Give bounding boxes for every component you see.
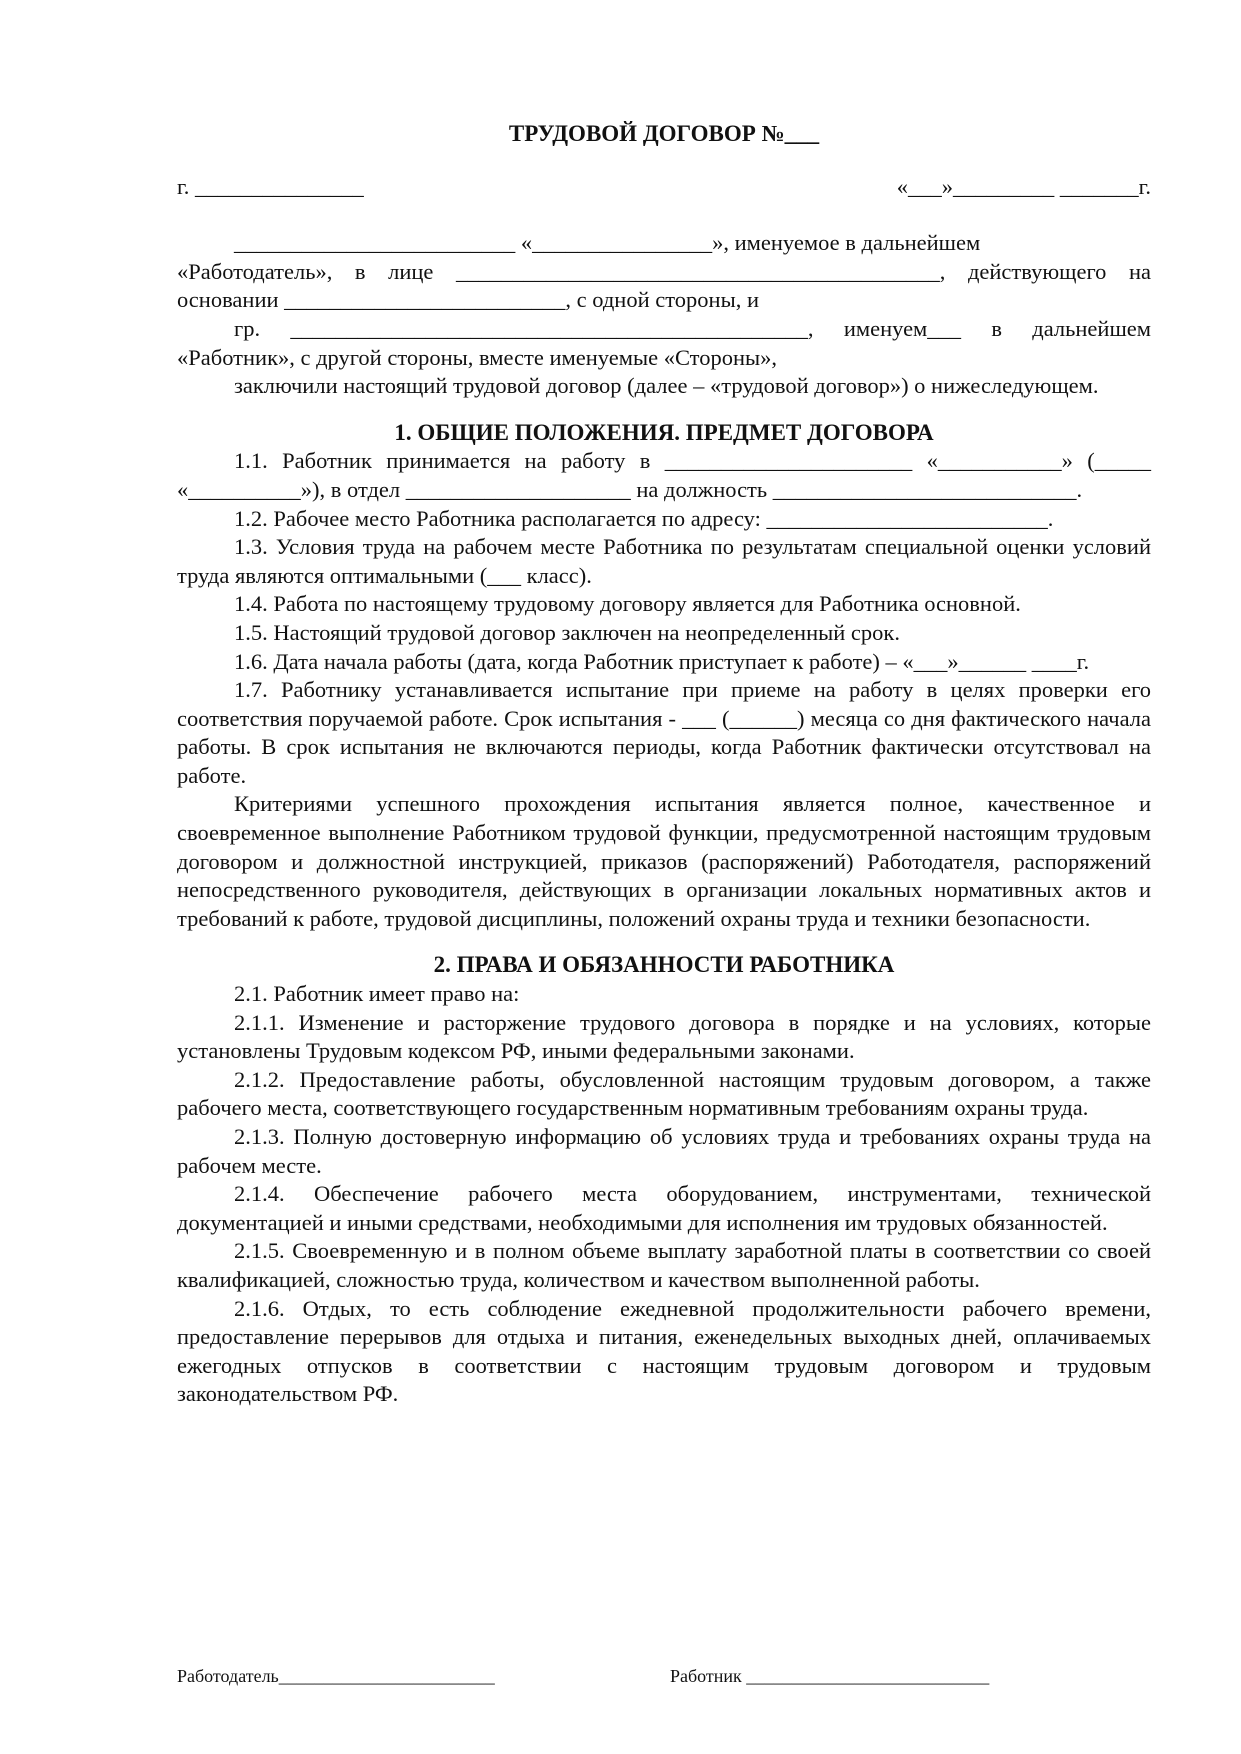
intro-line-1: _________________________ «________________», именуемое в дальнейшем bbox=[234, 230, 981, 256]
clause-2-1: 2.1. Работник имеет право на: bbox=[234, 981, 520, 1007]
clause-1-5: 1.5. Настоящий трудовой договор заключен на неопределенный срок. bbox=[234, 619, 900, 645]
clause-1-2: 1.2. Рабочее место Работника располагается по адресу: _________________________. bbox=[234, 505, 1054, 531]
clause-2-1-4: 2.1.4. Обеспечение рабочего места оборудованием, инструментами, технической документацией и иными средствами, необходимыми для исполнения им трудовых обязанностей. bbox=[177, 1181, 1151, 1235]
clause-1-1: 1.1. Работник принимается на работу в ______________________ «___________» (_____ «__________»), в отдел ____________________ на должность ___________________________. bbox=[177, 448, 1151, 502]
probation-criteria-paragraph: Критериями успешного прохождения испытания является полное, качественное и своевременное выполнение Работником трудовой функции, предусмотренной настоящим трудовым договором и должностной инструкцией, приказов (распоряжений) Работодателя, распоряжений непосредственного руководителя, действующих в организации локальных нормативных актов и требований к работе, трудовой дисциплины, положений охраны труда и техники безопасности. bbox=[177, 791, 1151, 931]
clause-2-1-2: 2.1.2. Предоставление работы, обусловленной настоящим трудовым договором, а также рабочего места, соответствующего государственным нормативным требованиям охраны труда. bbox=[177, 1066, 1151, 1121]
place-date-row bbox=[177, 173, 1151, 202]
document-body bbox=[177, 120, 1151, 1409]
section-2-heading: 2. ПРАВА И ОБЯЗАННОСТИ РАБОТНИКА bbox=[433, 952, 895, 978]
city-field: г. _______________ bbox=[177, 173, 364, 199]
clause-2-1-5: 2.1.5. Своевременную и в полном объеме выплату заработной платы в соответствии со своей квалификацией, сложностью труда, количеством и качеством выполненной работы. bbox=[177, 1238, 1151, 1292]
document-title: ТРУДОВОЙ ДОГОВОР №___ bbox=[508, 121, 820, 146]
clause-2-1-6: 2.1.6. Отдых, то есть соблюдение ежедневной продолжительности рабочего времени, предоставление перерывов для отдыха и питания, еженедельных выходных дней, оплачиваемых ежегодных отпусков в соответствии с настоящим трудовым договором и трудовым законодательством РФ. bbox=[177, 1295, 1151, 1407]
employer-signature-line: Работодатель________________________ bbox=[177, 1666, 495, 1686]
employee-signature-line: Работник ___________________________ bbox=[670, 1666, 990, 1686]
clause-1-3: 1.3. Условия труда на рабочем месте Работника по результатам специальной оценки условий труда являются оптимальными (___ класс). bbox=[177, 534, 1151, 588]
date-field: «___»_________ _______г. bbox=[896, 173, 1151, 199]
spacer bbox=[177, 933, 1151, 951]
intro-employer-paragraph: «Работодатель», в лице ___________________________________________, действующего на основании _________________________, с одной стороны, и bbox=[177, 258, 1151, 313]
section-1-heading: 1. ОБЩИЕ ПОЛОЖЕНИЯ. ПРЕДМЕТ ДОГОВОРА bbox=[394, 419, 934, 445]
intro-employee-paragraph: гр. ______________________________________________, именуем___ в дальнейшем «Работник», с другой стороны, вместе именуемые «Стороны», bbox=[177, 315, 1151, 370]
spacer bbox=[177, 401, 1151, 419]
clause-2-1-3: 2.1.3. Полную достоверную информацию об условиях труда и требованиях охраны труда на рабочем месте. bbox=[177, 1124, 1151, 1178]
signature-footer bbox=[177, 1662, 1077, 1691]
clause-1-6: 1.6. Дата начала работы (дата, когда Работник приступает к работе) – «___»______ ____г. bbox=[234, 648, 1090, 674]
clause-1-7: 1.7. Работнику устанавливается испытание при приеме на работу в целях проверки его соответствия поручаемой работе. Срок испытания - ___ (______) месяца со дня фактического начала работы. В срок испытания не включаются периоды, когда Работник фактически отсутствовал на работе. bbox=[177, 677, 1151, 788]
clause-2-1-1: 2.1.1. Изменение и расторжение трудового договора в порядке и на условиях, которые установлены Трудовым кодексом РФ, иными федеральными законами. bbox=[177, 1009, 1151, 1064]
clause-1-4: 1.4. Работа по настоящему трудовому договору является для Работника основной. bbox=[234, 591, 1021, 617]
intro-agreement-paragraph: заключили настоящий трудовой договор (далее – «трудовой договор») о нижеследующем. bbox=[234, 373, 1099, 399]
